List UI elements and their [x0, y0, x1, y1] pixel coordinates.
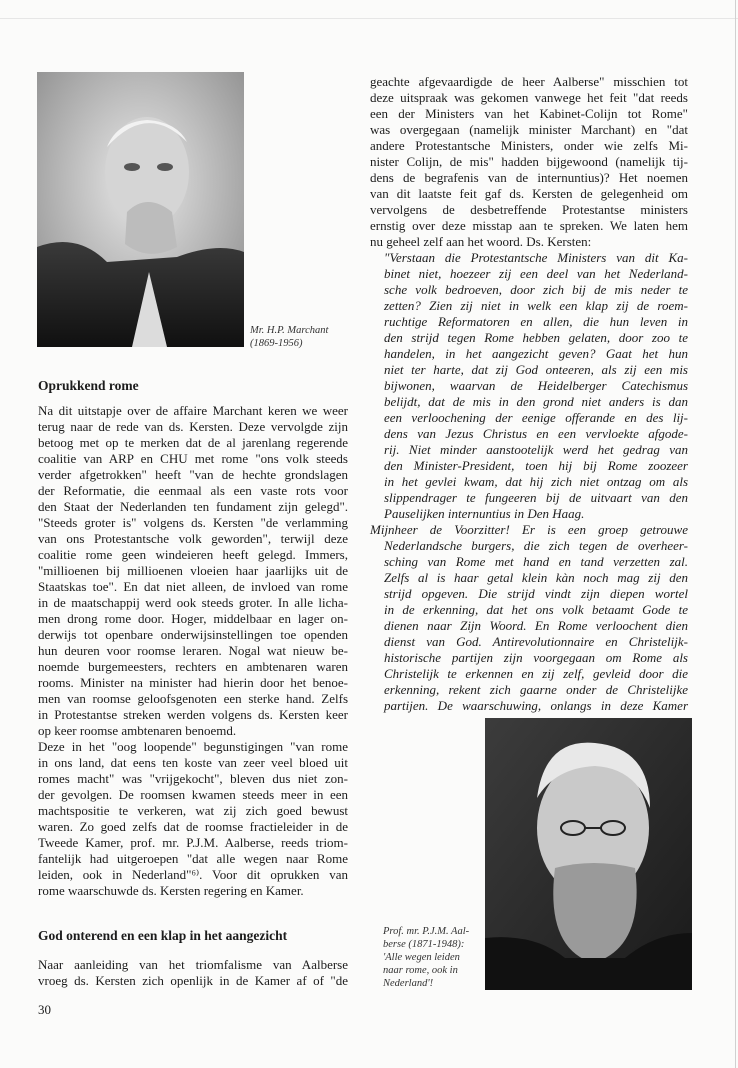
caption-line: Prof. mr. P.J.M. Aal-: [383, 926, 470, 937]
kersten-quote-continued: [370, 522, 688, 714]
quote-line: een verloochening der eenige offerande en des lij-: [384, 410, 688, 425]
text-line: nu geheel zelf aan het woord. Ds. Kersten:: [370, 234, 592, 249]
caption-line: berse (1871-1948):: [383, 939, 465, 950]
quote-line: den strijd tegen Rome hebben gelaten, door zoo te: [384, 330, 688, 345]
text-line: der Reformatie, die eenmaal als een vaste rots voor: [38, 483, 348, 498]
quote-line: sching van Rome met hand en tand verzetten zal.: [384, 554, 688, 569]
text-line: ernstig over deze misstap aan te spreken. We laten hem: [370, 218, 688, 233]
quote-line: "Verstaan die Protestantsche Ministers van dit Ka-: [384, 250, 688, 265]
text-line: was overgegaan (namelijk minister Marchant) en "dat: [370, 122, 688, 137]
text-line: "Steeds groter is" volgens ds. Kersten "de verlamming: [38, 515, 348, 530]
text-line: machtspositie te verkeren, wat zij zich goed bewust: [38, 803, 348, 818]
quote-line: Nederlandsche burgers, die zich tegen de overheer-: [384, 538, 688, 553]
quote-line: binet niet, hoezeer zij een deel van het Nederland-: [384, 266, 688, 281]
quote-line: slippendrager te fungeeren bij de uitvaart van den: [384, 490, 688, 505]
text-line: van ons Protestantsche volk geworden", terwijl deze: [38, 531, 348, 546]
caption-line: naar rome, ook in: [383, 965, 458, 976]
text-line: Tweede Kamer, prof. mr. P.J.M. Aalberse, reeds triom-: [38, 835, 348, 850]
quote-line: Zelfs al is haar getal klein kàn noch mag zij den: [384, 570, 688, 585]
text-line: in Protestantse streken werden volgens ds. Kersten keer: [38, 707, 348, 722]
quote-line: den Minister-President, toen hij bij Rome zoozeer: [384, 458, 688, 473]
text-line: der gevolgen. De roomsen kwamen steeds meer in een: [38, 787, 348, 802]
right-column-text: [370, 74, 688, 250]
quote-line: in de erkenning, dat het ons volk betaamt Gode te: [384, 602, 688, 617]
quote-line: belijdt, dat de mis in den grond niet anders is dan: [384, 394, 688, 409]
text-line: een der Ministers van het Kabinet-Colijn tot Rome": [370, 106, 688, 121]
quote-line: erkenning, rekent zich gaarne onder de Christelijke: [384, 682, 688, 697]
quote-line: ruchtige Reformatoren en allen, die hun leven in: [384, 314, 688, 329]
aalberse-portrait: [485, 718, 692, 990]
quote-line: Mijnheer de Voorzitter! Er is een groep getrouwe: [370, 522, 688, 537]
text-line: dens de begrafenis van de internuntius)? Het noemen: [370, 170, 688, 185]
text-line: Deze in het "oog loopende" begunstigingen "van rome: [38, 739, 348, 754]
text-line: men drong rome door. Hoger, middelbaar en lager on-: [38, 611, 348, 626]
text-line: verder afgetrokken" heeft "van de hechte grondslagen: [38, 467, 348, 482]
text-line: coalitie van ARP en CHU met rome "ons volk steeds: [38, 451, 348, 466]
text-line: Naar aanleiding van het triomfalisme van Aalberse: [38, 957, 348, 972]
page-number: 30: [38, 1002, 51, 1017]
quote-line: dienst van God. Antirevolutionnaire en Christelijk-: [384, 634, 688, 649]
marchant-portrait: [37, 72, 244, 347]
text-line: waren. Zo goed zelfs dat de roomse fractieleider in de: [38, 819, 348, 834]
text-line: rooms. Minister na minister had hierin door het benoe-: [38, 675, 348, 690]
caption-line: 'Alle wegen leiden: [383, 952, 460, 963]
text-line: terug naar de rede van ds. Kersten. Deze vervolgde zijn: [38, 419, 348, 434]
quote-line: partijen. De waarschuwing, onlangs in deze Kamer: [384, 698, 688, 713]
left-column-paragraph-1: [38, 403, 348, 899]
quote-line: rij. Niet minder aanstootelijk werd het gedrag van: [384, 442, 688, 457]
text-line: rome waarschuwde ds. Kersten regering en Kamer.: [38, 883, 304, 898]
quote-line: niet ter harte, dat zij God onteeren, als zij een mis: [384, 362, 688, 377]
quote-line: Pauselijken internuntius in Den Haag.: [384, 506, 585, 521]
text-line: vroeg ds. Kersten zich openlijk in de Kamer af of "de: [38, 973, 348, 988]
text-line: Staatskas toe". En dat niet alleen, de invloed van rome: [38, 579, 348, 594]
text-line: "millioenen bij millioenen vloeien haar jaarlijks uit de: [38, 563, 348, 578]
quote-line: in het gevlei kwam, dat hij zich niet ontzag om als: [384, 474, 688, 489]
text-line: op keer roomse ambtenaren benoemd.: [38, 723, 237, 738]
quote-line: handelen, in het aangezicht geven? Gaat het hun: [384, 346, 688, 361]
caption-line: (1869-1956): [250, 338, 303, 349]
kersten-quote: [384, 250, 688, 522]
section-heading-god-onterend: God onterend en een klap in het aangezicht: [38, 928, 288, 943]
text-line: men van roomse geloofsgenoten een sterke hand. Zelfs: [38, 691, 348, 706]
text-line: romes macht" was "vrijgekocht", bleven dus niet zon-: [38, 771, 348, 786]
caption-line: Mr. H.P. Marchant: [250, 325, 329, 336]
page-edge: [735, 0, 736, 1068]
text-line: den Staat der Nederlanden ten fundament zijn gelegd".: [38, 499, 348, 514]
text-line: derwijs tot openbare onderwijsinstellingen toe openden: [38, 627, 348, 642]
text-line: leiden, ook in Nederland"⁶⁾. Voor dit oprukken van: [38, 867, 348, 882]
text-line: van dit laatste feit gaf ds. Kersten de gelegenheid om: [370, 186, 688, 201]
quote-line: zetten? Zien zij niet in welk een klap zij de roem-: [384, 298, 688, 313]
text-line: geachte afgevaardigde de heer Aalberse" misschien tot: [370, 74, 688, 89]
text-line: betoog met op te merken dat de al jarenlang regerende: [38, 435, 348, 450]
quote-line: Christelijk te erkennen en zij zelf, gevleid door die: [384, 666, 688, 681]
quote-line: bijwonen, waarvan de Heidelberger Catechismus: [384, 378, 688, 393]
text-line: andere Protestantsche Ministers, onder wie zelfs Mi-: [370, 138, 688, 153]
text-line: fantelijk had uitgeroepen "dat alle wegen naar Rome: [38, 851, 348, 866]
caption-line: Nederland'!: [383, 978, 434, 989]
aalberse-caption: [383, 925, 480, 990]
text-line: noemde burgemeesters, rechters en ambtenaren waren: [38, 659, 348, 674]
text-line: deze uitspraak was gekomen vanwege het feit "dat reeds: [370, 90, 688, 105]
marchant-caption: [250, 324, 328, 350]
text-line: vervolgens de desbetreffende Protestantse ministers: [370, 202, 688, 217]
left-column-paragraph-3: [38, 957, 348, 989]
quote-line: dens van Jezus Christus en een vervloekte afgode-: [384, 426, 688, 441]
top-rule: [0, 18, 738, 19]
text-line: coalitie rome geen windeieren heeft gelegd. Immers,: [38, 547, 348, 562]
text-line: in de maatschappij werd ook steeds groter. In alle licha-: [38, 595, 348, 610]
text-line: in ons land, dat eens ten koste van zeer veel bloed uit: [38, 755, 348, 770]
quote-line: historische partijen zijn voorgegaan om Rome als: [384, 650, 688, 665]
quote-line: strijd opgeven. Die strijd vindt zijn diepen wortel: [384, 586, 688, 601]
quote-line: dienen naar Zijn Woord. En Rome verloochent dien: [384, 618, 688, 633]
text-line: nister Colijn, de mis" hadden bijgewoond (namelijk tij-: [370, 154, 688, 169]
section-heading-oprukkend: Oprukkend rome: [38, 378, 139, 393]
text-line: hun deuren voor roomse leraren. Nogal wat nieuw be-: [38, 643, 348, 658]
text-line: Na dit uitstapje over de affaire Marchant keren we weer: [38, 403, 348, 418]
quote-line: sche volk bedroeven, door zich bij de mis neder te: [384, 282, 688, 297]
